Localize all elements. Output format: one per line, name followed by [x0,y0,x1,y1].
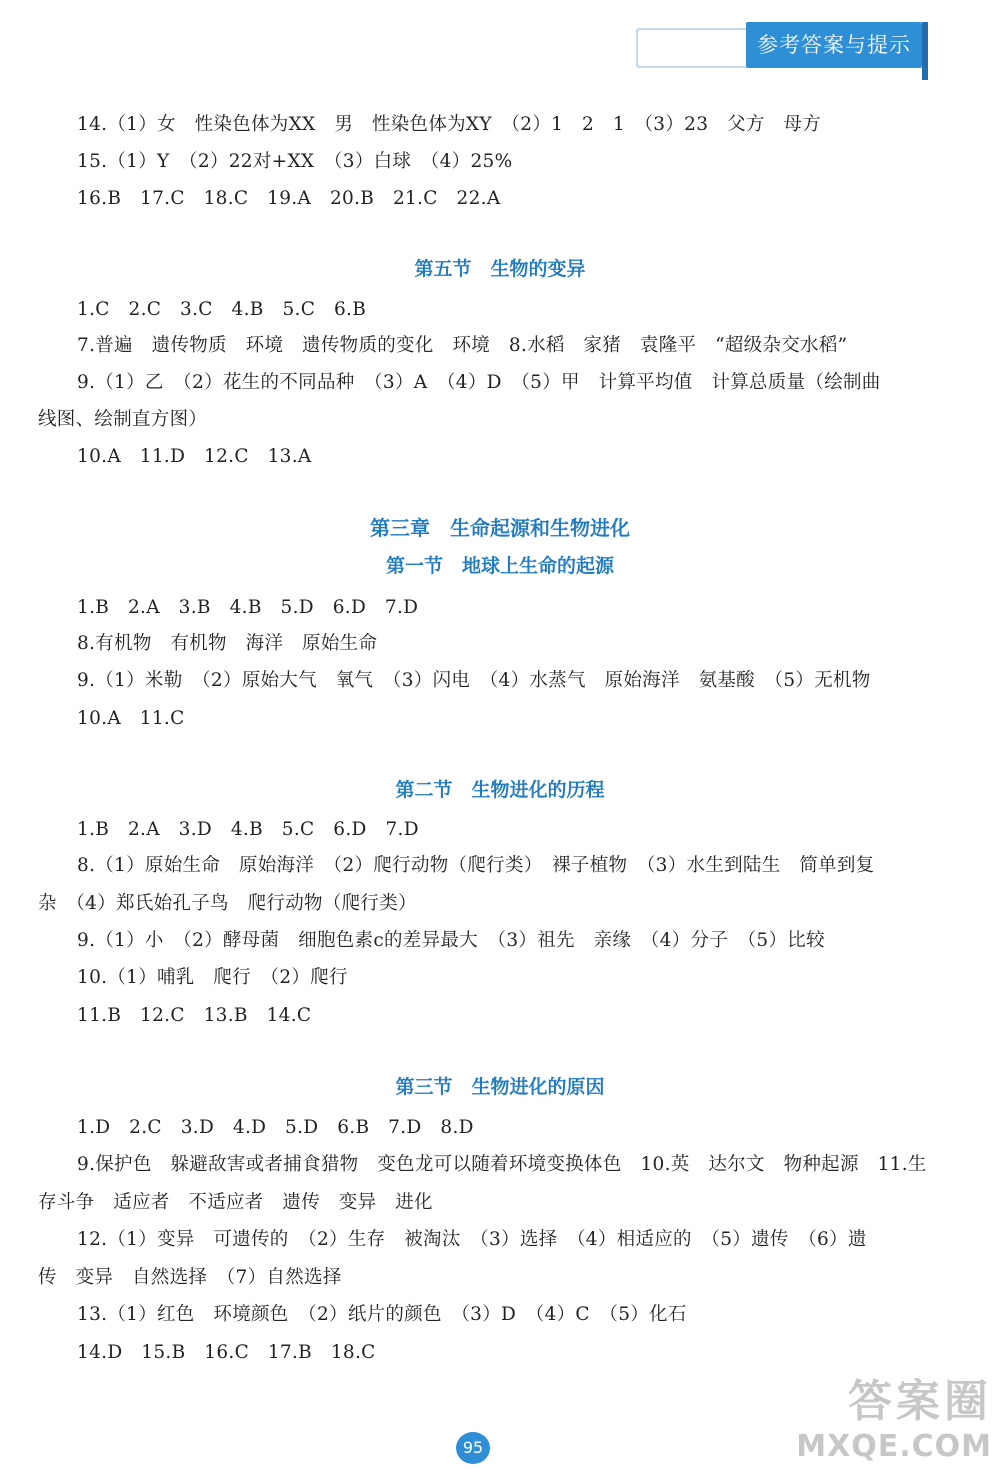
watermark-logo [796,1365,992,1464]
section-heading: 第一节 地球上生命的起源 [385,555,614,577]
answer-line: 10.A 11.C [77,708,185,729]
page-number: 95 [456,1432,490,1464]
answer-line: 9.（1）米勒 （2）原始大气 氧气 （3）闪电 （4）水蒸气 原始海洋 氨基酸 （5）无机物 [77,670,871,691]
header-decoration [636,28,746,68]
section-heading: 第二节 生物进化的历程 [395,779,605,801]
answer-line: 线图、绘制直方图） [38,409,208,430]
answer-line: 11.B 12.C 13.B 14.C [77,1005,312,1026]
answer-line: 14.D 15.B 16.C 17.B 18.C [77,1342,376,1363]
answer-line: 8.有机物 有机物 海洋 原始生命 [77,633,378,654]
section-heading: 第五节 生物的变异 [414,258,586,280]
answer-line: 1.B 2.A 3.B 4.B 5.D 6.D 7.D [77,597,419,618]
answer-line: 9.（1）乙 （2）花生的不同品种 （3）A （4）D （5）甲 计算平均值 计算总质量（绘制曲 [77,372,881,393]
answer-line: 存斗争 适应者 不适应者 遗传 变异 进化 [38,1192,433,1213]
answer-line: 9.保护色 躲避敌害或者捕食猎物 变色龙可以随着环境变换体色 10.英 达尔文 物种起源 11.生 [77,1154,927,1175]
answer-line: 14.（1）女 性染色体为XX 男 性染色体为XY （2）1 2 1 （3）23 父方 母方 [77,114,822,135]
answer-line: 传 变异 自然选择 （7）自然选择 [38,1267,342,1288]
answer-line: 9.（1）小 （2）酵母菌 细胞色素c的差异最大 （3）祖先 亲缘 （4）分子 （5）比较 [77,930,825,951]
answer-line: 10.（1）哺乳 爬行 （2）爬行 [77,967,348,988]
answer-line: 8.（1）原始生命 原始海洋 （2）爬行动物（爬行类） 裸子植物 （3）水生到陆生 简单到复 [77,855,875,876]
answer-line: 12.（1）变异 可遗传的 （2）生存 被淘汰 （3）选择 （4）相适应的 （5）遗传 （6）遗 [77,1229,867,1250]
answer-line: 13.（1）红色 环境颜色 （2）纸片的颜色 （3）D （4）C （5）化石 [77,1304,687,1325]
answer-line: 1.D 2.C 3.D 4.D 5.D 6.B 7.D 8.D [77,1117,474,1138]
watermark-text: 答案圈 [848,1376,992,1427]
answer-line: 1.C 2.C 3.C 4.B 5.C 6.B [77,299,367,320]
answer-line: 10.A 11.D 12.C 13.A [77,446,312,467]
answer-line: 1.B 2.A 3.D 4.B 5.C 6.D 7.D [77,819,419,840]
header-tab: 参考答案与提示 [746,22,922,68]
answer-line: 杂 （4）郑氏始孔子鸟 爬行动物（爬行类） [38,893,417,914]
answer-line: 16.B 17.C 18.C 19.A 20.B 21.C 22.A [77,188,501,209]
chapter-heading: 第三章 生命起源和生物进化 [370,516,630,540]
section-heading: 第三节 生物进化的原因 [395,1076,605,1098]
watermark-url: MXQE.COM [796,1429,992,1464]
answer-line: 15.（1）Y （2）22对+XX （3）白球 （4）25% [77,151,513,172]
answer-line: 7.普遍 遗传物质 环境 遗传物质的变化 环境 8.水稻 家猪 袁隆平 “超级杂交水稻” [77,335,848,356]
